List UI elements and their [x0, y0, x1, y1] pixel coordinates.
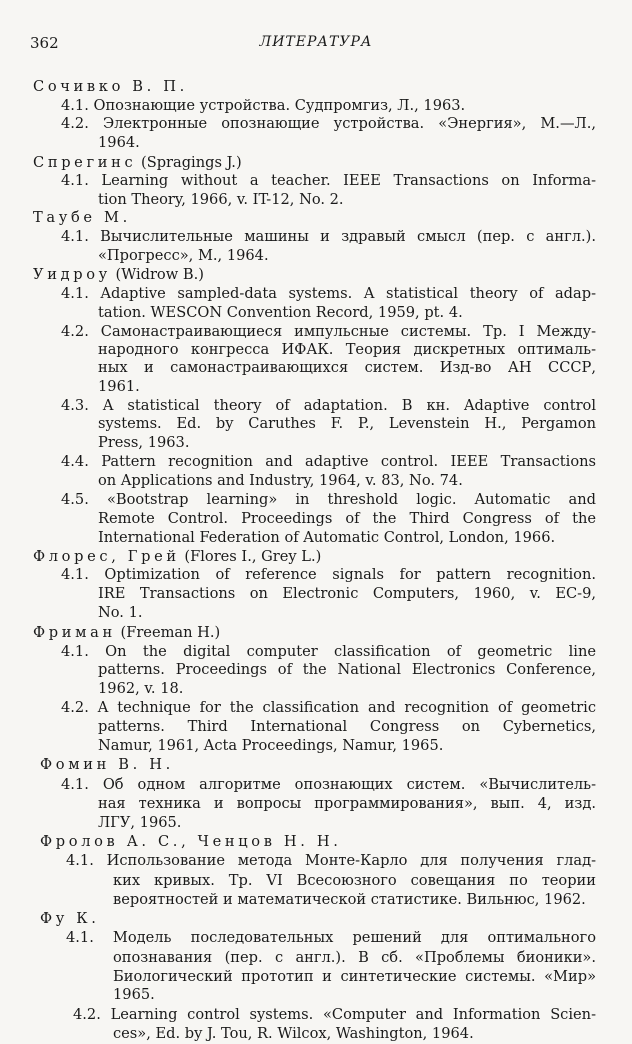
bib-entry-continuation: tation. WESCON Convention Record, 1959, pt. 4. — [98, 304, 463, 321]
bib-entry-continuation: «Прогресс», М., 1964. — [98, 247, 269, 264]
bib-entry-line: 4.1. On the digital computer classification of geometric line — [61, 643, 596, 660]
bib-entry-continuation: patterns. Proceedings of the National Electronics Conference, — [98, 661, 596, 678]
bib-entry-continuation: народного конгресса ИФАК. Теория дискретных оптималь- — [98, 341, 596, 358]
bib-entry-continuation: systems. Ed. by Caruthes F. P., Levenstein H., Pergamon — [98, 415, 596, 432]
bib-entry-continuation: Remote Control. Proceedings of the Third Congress of the — [98, 510, 596, 527]
author-name: Спрегинс — [33, 154, 137, 171]
bib-entry-continuation: 1962, v. 18. — [98, 680, 184, 697]
bib-entry-line: 4.4. Pattern recognition and adaptive control. IEEE Transactions — [61, 453, 596, 470]
bib-entry-line: 4.2. Электронные опознающие устройства. «Энергия», М.—Л., — [61, 115, 596, 132]
bib-entry-continuation: Namur, 1961, Acta Proceedings, Namur, 1965. — [98, 737, 444, 754]
bib-entry-line: 4.2. Самонастраивающиеся импульсные системы. Тр. I Между- — [61, 323, 596, 340]
bib-entry-line: 4.2. Learning control systems. «Computer and Information Scien- — [73, 1006, 596, 1023]
author-name: Флорес, Грей — [33, 548, 180, 565]
page-number: 362 — [30, 34, 59, 52]
bib-author — [33, 208, 131, 228]
bib-entry-continuation: 1964. — [98, 134, 140, 151]
author-name: Фу К. — [40, 910, 100, 927]
author-latin-name: (Spragings J.) — [136, 154, 242, 171]
bib-author — [40, 755, 174, 775]
author-latin-name: (Freeman H.) — [115, 624, 221, 641]
bib-author — [40, 909, 100, 929]
author-latin-name: (Widrow B.) — [110, 266, 204, 283]
bib-entry-continuation: IRE Transactions on Electronic Computers, 1960, v. EC-9, — [98, 585, 596, 602]
bib-entry-continuation: 1961. — [98, 378, 140, 395]
author-name: Фролов А. С., Ченцов Н. Н. — [40, 833, 342, 850]
bib-entry-continuation: on Applications and Industry, 1964, v. 83, No. 74. — [98, 472, 463, 489]
bib-entry-line: 4.1. Использование метода Монте-Карло для получения глад- — [66, 852, 596, 869]
bib-entry-line: 4.1. Adaptive sampled-data systems. A statistical theory of adap- — [61, 285, 596, 302]
bib-entry-continuation: 1965. — [113, 986, 155, 1003]
author-name: Фриман — [33, 624, 116, 641]
bib-author — [33, 623, 220, 643]
bib-entry-line: 4.1. Optimization of reference signals for pattern recognition. — [61, 566, 596, 583]
bib-entry-line: 4.3. A statistical theory of adaptation. В кн. Adaptive control — [61, 397, 596, 414]
bib-entry-continuation: No. 1. — [98, 604, 143, 621]
bib-entry-continuation: patterns. Third International Congress on Cybernetics, — [98, 718, 596, 735]
bib-entry-continuation: вероятностей и математической статистике. Вильнюс, 1962. — [113, 891, 586, 908]
bib-entry-continuation: Биологический прототип и синтетические системы. «Мир» — [113, 968, 596, 985]
bib-entry-line: 4.1. Модель последовательных решений для оптимального — [66, 929, 596, 946]
bib-entry-continuation: Press, 1963. — [98, 434, 190, 451]
author-name: Сочивко В. П. — [33, 78, 188, 95]
bib-author — [40, 832, 342, 852]
bib-author — [33, 547, 321, 567]
bib-entry-continuation: ных и самонастраивающихся систем. Изд-во АН СССР, — [98, 359, 596, 376]
bib-entry-continuation: ная техника и вопросы программирования», вып. 4, изд. — [98, 795, 596, 812]
page-header — [0, 34, 632, 54]
bib-entry-continuation: tion Theory, 1966, v. IT-12, No. 2. — [98, 191, 344, 208]
bib-entry-line: 4.5. «Bootstrap learning» in threshold logic. Automatic and — [61, 491, 596, 508]
author-latin-name: (Flores I., Grey L.) — [179, 548, 322, 565]
bib-entry-continuation: опознавания (пер. с англ.). В сб. «Проблемы бионики». — [113, 949, 596, 966]
bib-author — [33, 77, 188, 97]
bib-entry-line: 4.1. Вычислительные машины и здравый смысл (пер. с англ.). — [61, 228, 596, 245]
bib-entry-line: 4.1. Опознающие устройства. Судпромгиз, Л., 1963. — [61, 97, 466, 114]
bib-entry-continuation: International Federation of Automatic Control, London, 1966. — [98, 529, 556, 546]
bib-entry-continuation: ких кривых. Тр. VI Всесоюзного совещания по теории — [113, 872, 596, 889]
bib-entry-continuation: ЛГУ, 1965. — [98, 814, 182, 831]
bib-entry-continuation: ces», Ed. by J. Tou, R. Wilcox, Washington, 1964. — [113, 1025, 474, 1042]
bib-author — [33, 153, 242, 173]
author-name: Фомин В. Н. — [40, 756, 174, 773]
author-name: Уидроу — [33, 266, 111, 283]
bib-entry-line: 4.2. A technique for the classification and recognition of geometric — [61, 699, 596, 716]
bib-entry-line: 4.1. Learning without a teacher. IEEE Transactions on Informa- — [61, 172, 596, 189]
bib-author — [33, 265, 204, 285]
author-name: Таубе М. — [33, 209, 131, 226]
bib-entry-line: 4.1. Об одном алгоритме опознающих систем. «Вычислитель- — [61, 776, 596, 793]
running-title: ЛИТЕРАТУРА — [259, 34, 373, 50]
